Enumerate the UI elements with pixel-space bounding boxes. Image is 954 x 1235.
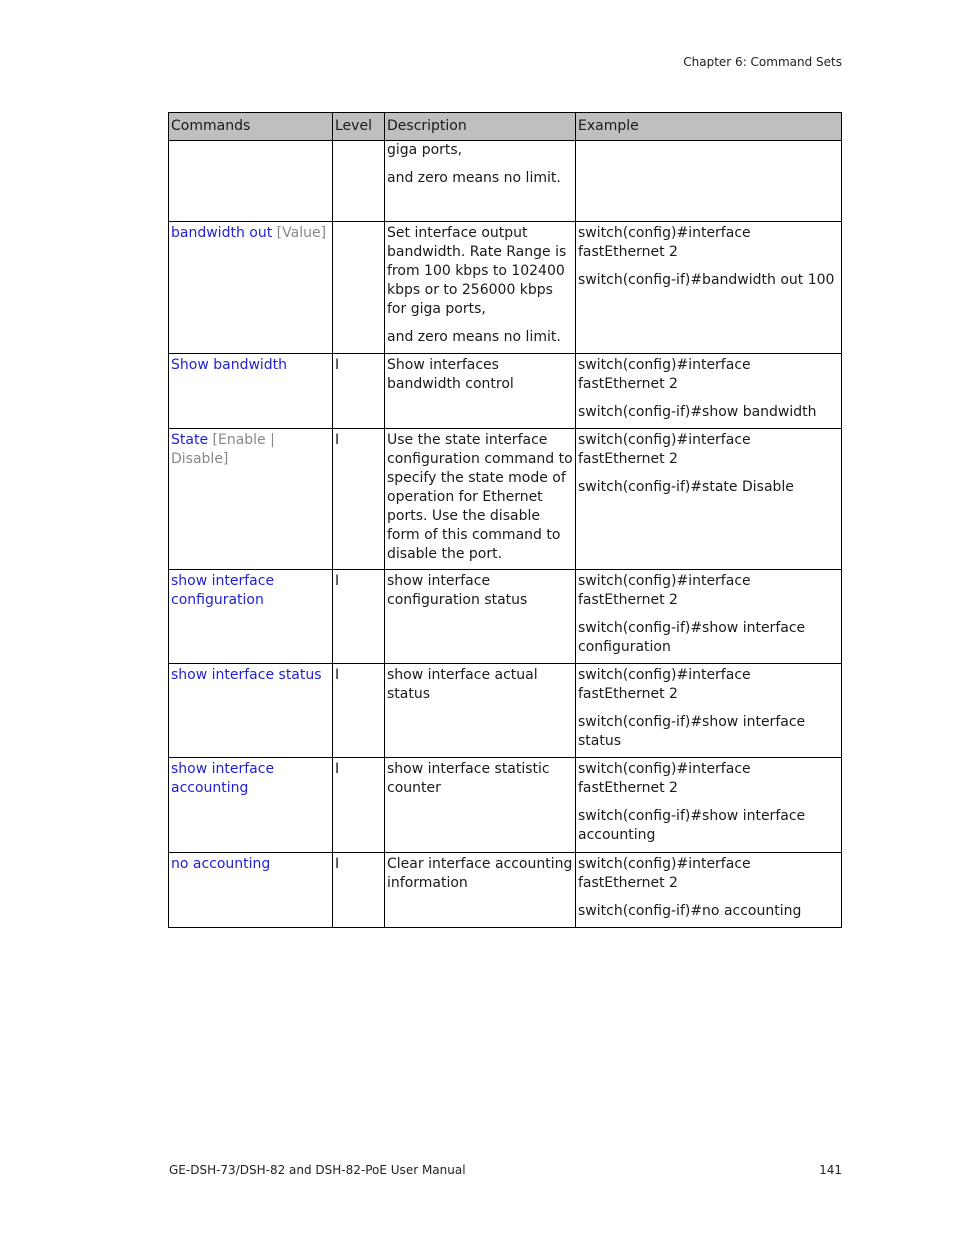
command-cell [169,354,333,429]
description-cell [385,429,576,570]
header-description: Description [385,113,576,141]
description-text: and zero means no limit. [387,329,561,345]
example-text: switch(config)#interface fastEthernet 2 [578,225,751,260]
example-text: switch(config)#interface fastEthernet 2 [578,573,751,608]
example-text: switch(config)#interface fastEthernet 2 [578,432,751,467]
level-cell: I [333,570,385,664]
description-cell [385,570,576,664]
example-text: switch(config)#interface fastEthernet 2 [578,357,751,392]
table-row [169,853,842,928]
command-name[interactable]: show interface accounting [171,761,275,796]
example-text: switch(config-if)#no accounting [578,903,802,919]
example-text: switch(config)#interface fastEthernet 2 [578,667,751,702]
table-row [169,570,842,664]
example-cell [576,429,842,570]
header-example: Example [576,113,842,141]
command-parameter: [Value] [276,225,327,241]
level-cell: I [333,758,385,853]
description-text: and zero means no limit. [387,170,561,186]
description-text: show interface configuration status [387,573,528,608]
command-cell [169,141,333,222]
command-cell [169,758,333,853]
example-text: switch(config-if)#state Disable [578,479,794,495]
command-name[interactable]: Show bandwidth [171,357,288,373]
description-text: Clear interface accounting information [387,856,573,891]
level-cell: I [333,664,385,758]
table-row [169,758,842,853]
example-text: switch(config)#interface fastEthernet 2 [578,761,751,796]
example-cell [576,222,842,354]
command-cell [169,222,333,354]
description-cell [385,222,576,354]
command-name[interactable]: show interface configuration [171,573,275,608]
example-cell [576,354,842,429]
table-row [169,664,842,758]
header-level: Level [333,113,385,141]
table-row [169,222,842,354]
description-text: Set interface output bandwidth. Rate Range is from 100 kbps to 102400 kbps or to 256000 kbps for giga ports, [387,225,567,317]
header-commands: Commands [169,113,333,141]
command-cell [169,664,333,758]
command-name[interactable]: no accounting [171,856,271,872]
command-table [168,112,842,928]
example-cell [576,141,842,222]
command-name[interactable]: State [171,432,209,448]
example-text: switch(config-if)#show interface accounting [578,808,806,843]
description-cell [385,141,576,222]
description-text: show interface statistic counter [387,761,550,796]
command-name[interactable]: show interface status [171,667,322,683]
table-row [169,141,842,222]
description-cell [385,354,576,429]
example-text: switch(config-if)#show interface status [578,714,806,749]
level-cell: I [333,429,385,570]
example-cell [576,853,842,928]
page-number: 141 [819,1163,842,1177]
example-cell [576,664,842,758]
description-text: show interface actual status [387,667,538,702]
command-cell [169,570,333,664]
level-cell [333,141,385,222]
example-text: switch(config-if)#show bandwidth [578,404,817,420]
table-header-row [169,113,842,141]
description-text: giga ports, [387,142,463,158]
level-cell [333,222,385,354]
level-cell: I [333,853,385,928]
table-row [169,354,842,429]
table-row [169,429,842,570]
description-text: Show interfaces bandwidth control [387,357,514,392]
command-parameter: [Enable | Disable] [171,432,275,467]
footer-manual-title: GE-DSH-73/DSH-82 and DSH-82-PoE User Manual [169,1163,466,1177]
description-text: Use the state interface configuration command to specify the state mode of operation for Ethernet ports. Use the disable form of this command to disable the port. [387,432,573,562]
command-name[interactable]: bandwidth out [171,225,273,241]
example-cell [576,570,842,664]
description-cell [385,664,576,758]
level-cell: I [333,354,385,429]
command-cell [169,853,333,928]
command-cell [169,429,333,570]
example-cell [576,758,842,853]
example-text: switch(config)#interface fastEthernet 2 [578,856,751,891]
example-text: switch(config-if)#bandwidth out 100 [578,272,835,288]
description-cell [385,853,576,928]
chapter-header: Chapter 6: Command Sets [683,55,842,69]
example-text: switch(config-if)#show interface configuration [578,620,806,655]
description-cell [385,758,576,853]
